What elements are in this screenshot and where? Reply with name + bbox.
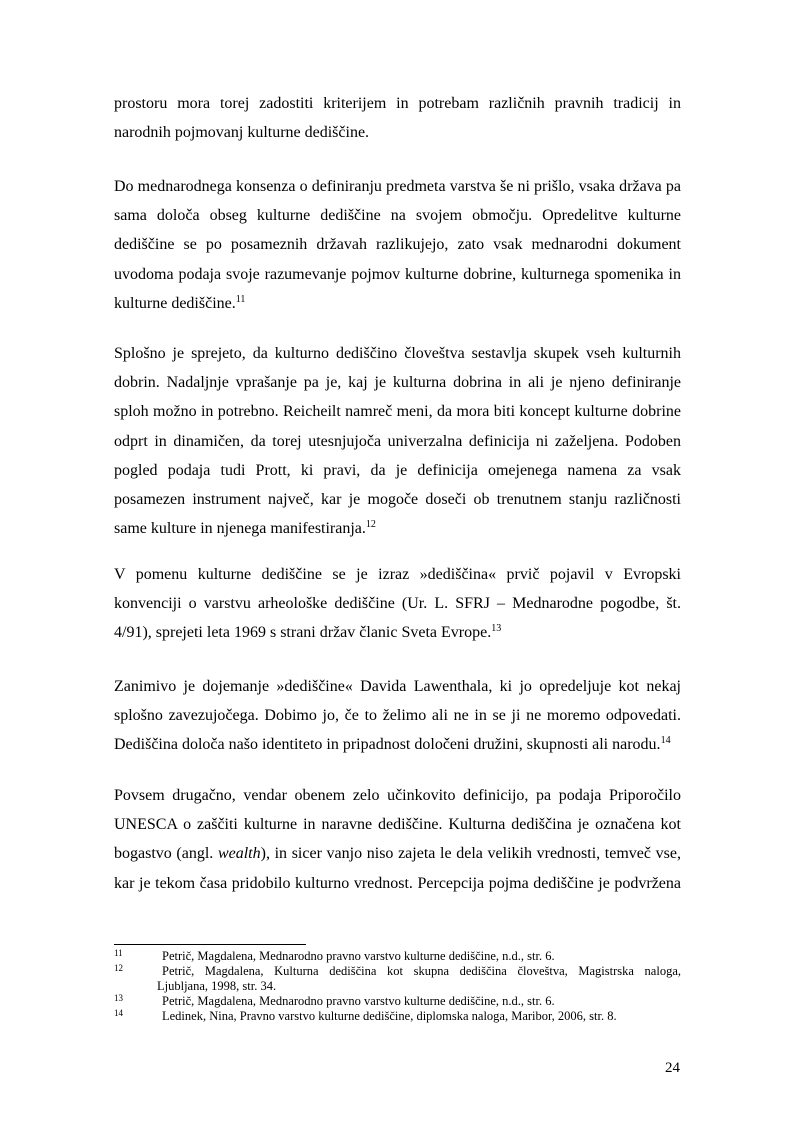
paragraph-line: V pomenu kulturne dediščine se je izraz »dediščina« prvič pojavil v Evropski <box>114 566 681 583</box>
paragraph-line: konvenciji o varstvu arheološke dediščine (Ur. L. SFRJ – Mednarodne pogodbe, št. <box>114 595 681 613</box>
paragraph-line: Zanimivo je dojemanje »dediščine« Davida Lawenthala, ki jo opredeljuje kot nekaj <box>114 678 681 695</box>
footnote-text: Petrič, Magdalena, Mednarodno pravno varstvo kulturne dediščine, n.d., str. 6. <box>162 994 555 1008</box>
paragraph-line: pogled podaja tudi Prott, ki pravi, da je definicija omejenega namena za vsak <box>114 461 681 479</box>
paragraph-line: UNESCA o zaščiti kulturne in naravne dediščine. Kulturna dediščina je označena kot <box>114 816 681 834</box>
paragraph-line: dediščine se po posameznih državah razlikujejo, zato vsak mednarodni dokument <box>114 236 681 254</box>
paragraph-line <box>114 618 681 647</box>
footnote-14 <box>114 1009 681 1024</box>
footnote-text: Ljubljana, 1998, str. 34. <box>157 979 277 993</box>
footnote-11 <box>114 949 681 964</box>
paragraph-line: odprt in dinamičen, da torej utesnjujoča univerzalna definicija ni zaželjena. Podoben <box>114 432 681 450</box>
footnote-ref[interactable]: 13 <box>491 623 502 635</box>
paragraph-line: Povsem drugačno, vendar obenem zelo učinkovito definicijo, pa podaja Priporočilo <box>114 787 681 804</box>
paragraph-line: uvodoma podaja svoje razumevanje pojmov kulturne dobrine, kulturnega spomenika in <box>114 265 681 283</box>
paragraph-line: sploh možno in potrebno. Reicheilt namreč meni, da mora biti koncept kulturne dobrine <box>114 403 681 421</box>
paragraph-line: sama določa obseg kulturne dediščine na svojem območju. Opredelitve kulturne <box>114 207 681 225</box>
paragraph-line-text: kulturne dediščine. <box>114 294 236 312</box>
footnote-text: Ledinek, Nina, Pravno varstvo kulturne dediščine, diplomska naloga, Maribor, 2006, str. 8. <box>162 1009 617 1023</box>
footnote-13 <box>114 994 681 1009</box>
paragraph-line-text: Dediščina določa našo identiteto in pripadnost določeni družini, skupnosti ali narodu. <box>114 736 661 754</box>
paragraph-line: dobrin. Nadaljnje vprašanje pa je, kaj je kulturna dobrina in ali je njeno definiranje <box>114 374 681 392</box>
footnotes <box>114 949 681 1024</box>
paragraph-line-text: ), in sicer vanjo niso zajeta le dela velikih vrednosti, temveč vse, <box>260 845 681 863</box>
paragraph-2 <box>114 172 681 318</box>
paragraph-3 <box>114 339 681 543</box>
paragraph-line: narodnih pojmovanj kulturne dediščine. <box>114 124 370 142</box>
paragraph-line <box>114 730 681 759</box>
footnote-ref[interactable]: 14 <box>660 735 671 747</box>
footnote-text: Petrič, Magdalena, Kulturna dediščina kot skupna dediščina človeštva, Magistrska naloga, <box>162 964 681 978</box>
footnote-text: Petrič, Magdalena, Mednarodno pravno varstvo kulturne dediščine, n.d., str. 6. <box>162 949 555 963</box>
footnote-number: 11 <box>114 948 123 958</box>
footnote-number: 13 <box>114 993 123 1003</box>
paragraph-6 <box>114 781 681 898</box>
paragraph-4 <box>114 560 681 648</box>
paragraph-line: prostoru mora torej zadostiti kriterijem in potrebam različnih pravnih tradicij in <box>114 95 681 112</box>
paragraph-line <box>114 514 681 543</box>
paragraph-line-text: same kulture in njenega manifestiranja. <box>114 520 366 538</box>
paragraph-1 <box>114 89 681 147</box>
footnote-number: 12 <box>114 963 123 973</box>
paragraph-5 <box>114 672 681 760</box>
italic-term: wealth <box>217 845 261 863</box>
page-number: 24 <box>665 1060 680 1076</box>
paragraph-line: posamezen instrument največ, kar je mogoče doseči ob trenutnem stanju različnosti <box>114 491 681 509</box>
footnote-ref[interactable]: 12 <box>365 519 376 531</box>
footnote-number: 14 <box>114 1008 123 1018</box>
paragraph-line-text: 4/91), sprejeti leta 1969 s strani držav članic Sveta Evrope. <box>114 624 492 642</box>
paragraph-line <box>114 839 681 868</box>
paragraph-line: splošno zavezujočega. Dobimo jo, če to želimo ali ne in se ji ne moremo odpovedati. <box>114 707 681 725</box>
paragraph-line <box>114 289 681 318</box>
paragraph-line-text: bogastvo (angl. <box>114 845 218 863</box>
footnote-separator <box>114 944 306 945</box>
paragraph-line: Do mednarodnega konsenza o definiranju predmeta varstva še ni prišlo, vsaka država pa <box>114 178 681 195</box>
paragraph-line: kar je tekom časa pridobilo kulturno vrednost. Percepcija pojma dediščine je podvržena <box>114 874 681 892</box>
footnote-12 <box>114 964 681 994</box>
footnote-ref[interactable]: 11 <box>235 293 246 305</box>
paragraph-line: Splošno je sprejeto, da kulturno dediščino človeštva sestavlja skupek vseh kulturnih <box>114 345 681 362</box>
